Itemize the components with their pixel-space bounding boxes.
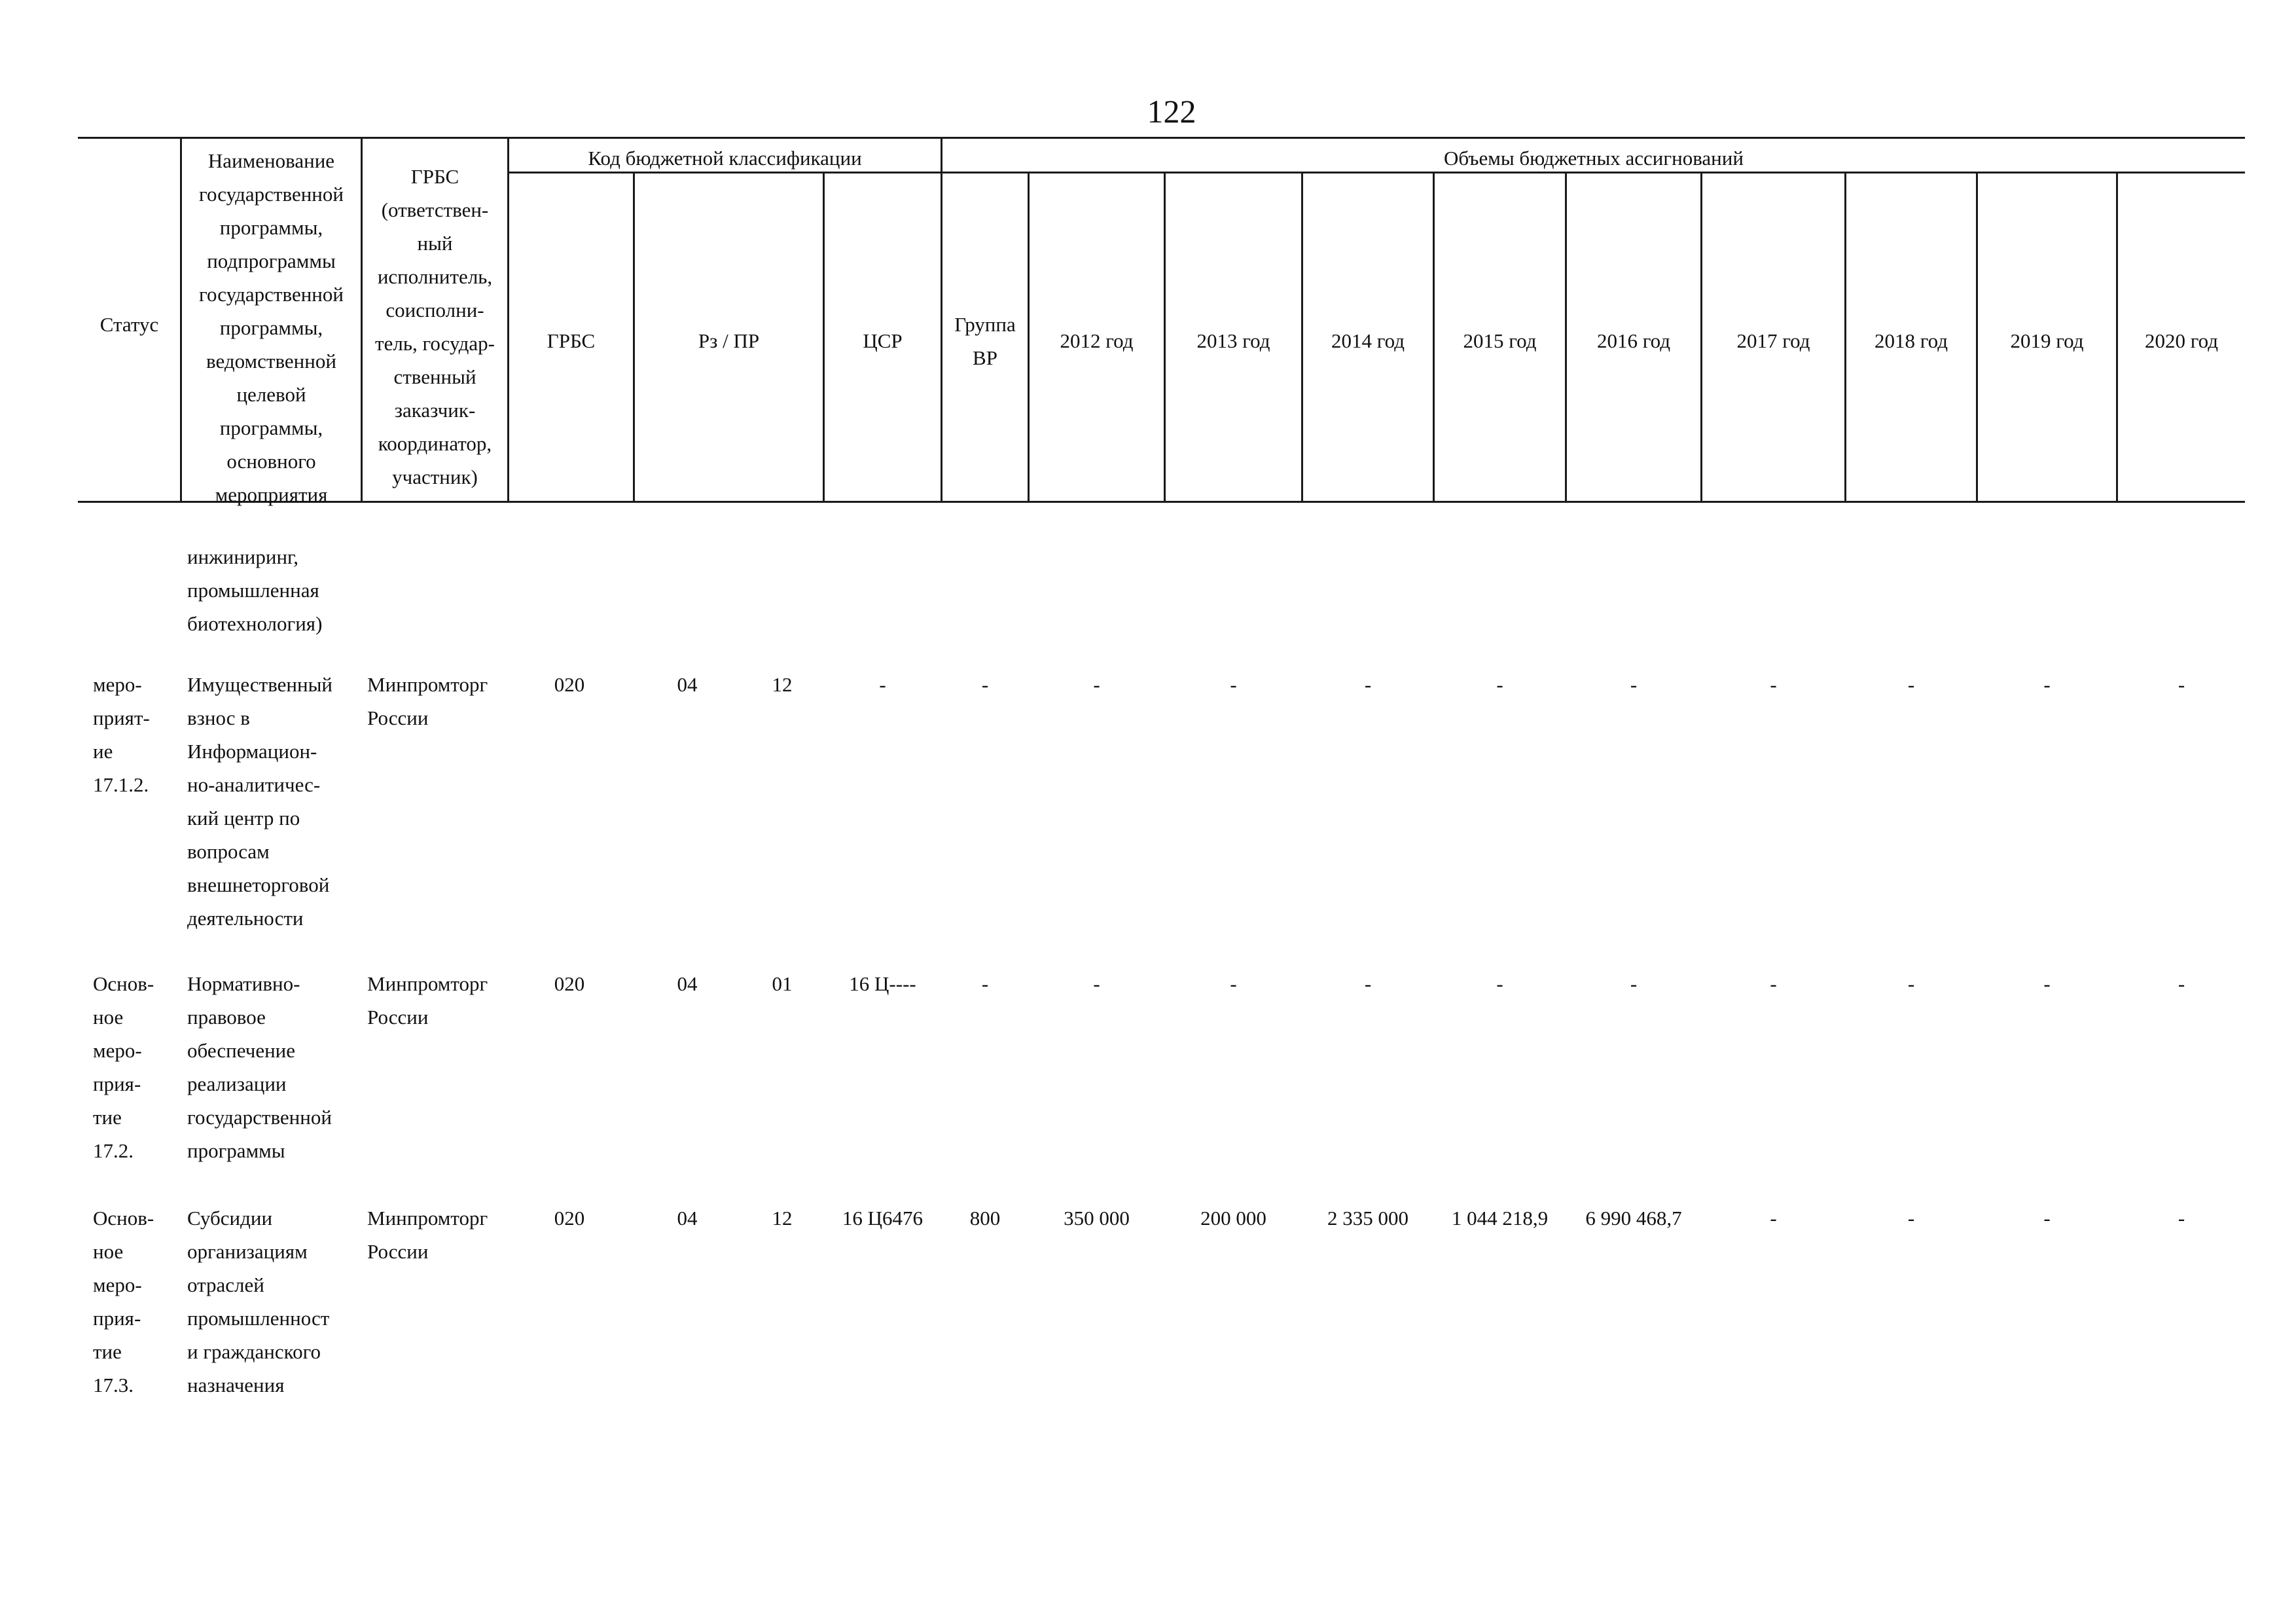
row-3-2019: - — [2043, 1207, 2051, 1230]
header-vr-group: Группа ВР — [954, 313, 1016, 369]
header-year-2017: 2017 год — [1736, 329, 1810, 352]
row-3-vr: 800 — [969, 1207, 1001, 1230]
row-3-2014: 2 335 000 — [1327, 1207, 1408, 1230]
row-2-2015: - — [1496, 972, 1503, 995]
row-3-2012: 350 000 — [1064, 1207, 1130, 1230]
row-1-csr: - — [879, 673, 886, 696]
row-2-name: Нормативно- правовое обеспечение реализации государственной программы — [187, 972, 332, 1162]
row-3-2020: - — [2178, 1207, 2185, 1230]
row-1-grbs: 020 — [554, 673, 585, 696]
row-1-2012: - — [1093, 673, 1100, 696]
header-year-2014: 2014 год — [1331, 329, 1405, 352]
row-2-grbs-responsible: Минпромторг России — [367, 972, 488, 1029]
row-3-2015: 1 044 218,9 — [1451, 1207, 1549, 1230]
header-year-2015: 2015 год — [1463, 329, 1537, 352]
row-1-status: меро- прият- ие 17.1.2. — [93, 673, 150, 796]
row-3-rz: 04 — [677, 1207, 698, 1230]
row-2-csr: 16 Ц---- — [849, 972, 916, 995]
row-1-2015: - — [1496, 673, 1503, 696]
row-2-rz: 04 — [677, 972, 698, 995]
continuation-name: инжиниринг, промышленная биотехнология) — [187, 545, 323, 635]
row-3-csr: 16 Ц6476 — [842, 1207, 924, 1230]
header-bottom-border — [78, 501, 2245, 503]
row-3-2018: - — [1907, 1207, 1915, 1230]
row-3-2017: - — [1770, 1207, 1777, 1230]
row-3-2016: 6 990 468,7 — [1585, 1207, 1682, 1230]
header-grbs-responsible: ГРБС (ответствен- ный исполнитель, соисполни- тель, государ- ственный заказчик- координатор, участник) — [375, 165, 495, 488]
row-1-name: Имущественный взнос в Информацион- но-аналитичес- кий центр по вопросам внешнеторговой деятельности — [187, 673, 333, 930]
row-2-2017: - — [1770, 972, 1777, 995]
header-year-2013: 2013 год — [1196, 329, 1270, 352]
header-year-2019: 2019 год — [2010, 329, 2084, 352]
row-2-2016: - — [1630, 972, 1638, 995]
row-1-pr: 12 — [772, 673, 793, 696]
row-1-2020: - — [2178, 673, 2185, 696]
row-1-2017: - — [1770, 673, 1777, 696]
header-status: Статус — [99, 313, 159, 336]
row-2-grbs: 020 — [554, 972, 585, 995]
row-1-2018: - — [1907, 673, 1915, 696]
row-3-name: Субсидии организациям отраслей промышленност и гражданского назначения — [187, 1207, 330, 1396]
row-1-vr: - — [981, 673, 989, 696]
header-budget-code-group: Код бюджетной классификации — [588, 147, 862, 170]
row-2-status: Основ- ное меро- прия- тие 17.2. — [93, 972, 154, 1162]
header-csr: ЦСР — [863, 329, 903, 352]
row-2-2020: - — [2178, 972, 2185, 995]
row-2-2018: - — [1907, 972, 1915, 995]
row-3-grbs-responsible: Минпромторг России — [367, 1207, 488, 1263]
page-number: 122 — [1147, 93, 1196, 130]
row-1-2013: - — [1230, 673, 1237, 696]
row-2-2014: - — [1364, 972, 1372, 995]
row-2-2013: - — [1230, 972, 1237, 995]
row-3-2013: 200 000 — [1200, 1207, 1266, 1230]
header-year-2016: 2016 год — [1596, 329, 1671, 352]
row-2-vr: - — [981, 972, 989, 995]
header-grbs: ГРБС — [547, 329, 596, 352]
row-1-2014: - — [1364, 673, 1372, 696]
row-1-grbs-responsible: Минпромторг России — [367, 673, 488, 729]
row-1-rz: 04 — [677, 673, 698, 696]
row-3-status: Основ- ное меро- прия- тие 17.3. — [93, 1207, 154, 1396]
row-3-pr: 12 — [772, 1207, 793, 1230]
row-2-2012: - — [1093, 972, 1100, 995]
header-year-2012: 2012 год — [1060, 329, 1134, 352]
row-1-2019: - — [2043, 673, 2051, 696]
header-rz-pr: Рз / ПР — [698, 329, 760, 352]
row-3-grbs: 020 — [554, 1207, 585, 1230]
row-2-pr: 01 — [772, 972, 793, 995]
header-allocations-group: Объемы бюджетных ассигнований — [1444, 147, 1744, 170]
table-top-border — [78, 137, 2245, 139]
row-1-2016: - — [1630, 673, 1638, 696]
header-year-2018: 2018 год — [1874, 329, 1948, 352]
header-name: Наименование государственной программы, подпрограммы государственной программы, ведомственной целевой программы, основного мероприятия — [199, 149, 344, 506]
header-year-2020: 2020 год — [2144, 329, 2219, 352]
row-2-2019: - — [2043, 972, 2051, 995]
col-divider-grbs-resp — [507, 137, 509, 502]
